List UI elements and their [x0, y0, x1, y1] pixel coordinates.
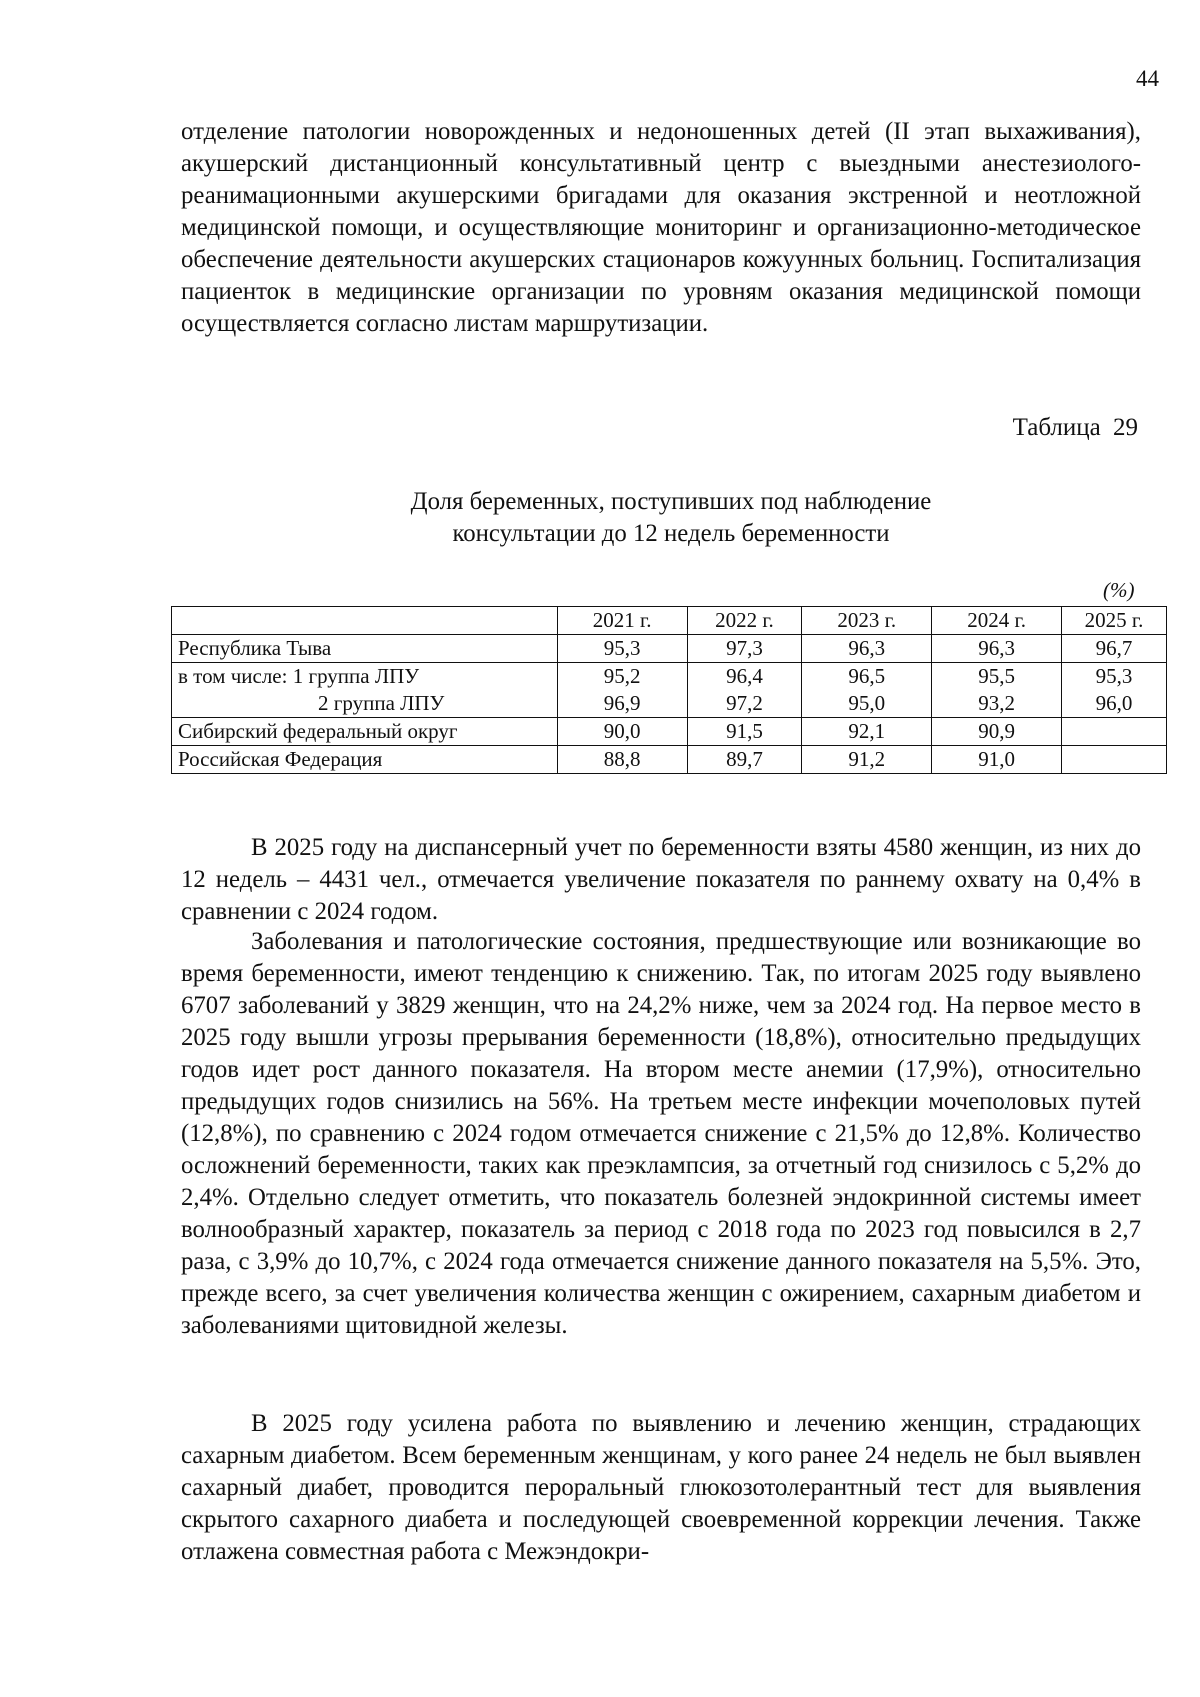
- table-cell-group: [557, 663, 687, 718]
- paragraph-diabetes: В 2025 году усилена работа по выявлению и лечению женщин, страдающих сахарным диабетом. Всем беременным женщинам, у кого ранее 24 недель не был выявлен сахарный диабет, проводится пероральный глюкозотолерантный тест для выявления скрытого сахарного диабета и последующей своевременной коррекции лечения. Также отлажена совместная работа с Межэндокри-: [181, 1410, 1141, 1565]
- table-cell: 91,2: [802, 746, 932, 774]
- table-cell: 96,0: [1095, 691, 1133, 715]
- table-cell: 96,3: [932, 635, 1062, 663]
- table-cell-group: [1062, 663, 1167, 718]
- table-cell: 91,0: [932, 746, 1062, 774]
- row-label: Республика Тыва: [172, 635, 558, 663]
- table-title: [271, 486, 1071, 550]
- table-cell-group: [932, 663, 1062, 718]
- table-cell: 90,0: [557, 718, 687, 746]
- table-cell: [1062, 718, 1167, 746]
- table-cell: 96,7: [1062, 635, 1167, 663]
- row-label: 2 группа ЛПУ: [318, 691, 445, 715]
- table-cell: 93,2: [978, 691, 1016, 715]
- row-label: Российская Федерация: [172, 746, 558, 774]
- table-unit: (%): [1103, 578, 1135, 602]
- table-title-line-1: Доля беременных, поступивших под наблюдение: [410, 488, 932, 515]
- row-label-group: [172, 663, 558, 718]
- paragraph-diseases: Заболевания и патологические состояния, предшествующие или возникающие во время беременности, имеют тенденцию к снижению. Так, по итогам 2025 году выявлено 6707 заболеваний у 3829 женщин, что на 24,2% ниже, чем за 2024 год. На первое место в 2025 году вышли угрозы прерывания беременности (18,8%), относительно предыдущих годов идет рост данного показателя. На втором месте анемии (17,9%), относительно предыдущих годов снизились на 56%. На третьем месте инфекции мочеполовых путей (12,8%), по сравнению с 2024 годом отмечается снижение с 21,5% до 12,8%. Количество осложнений беременности, таких как преэклампсия, за отчетный год снизилось с 5,2% до 2,4%. Отдельно следует отметить, что показатель болезней эндокринной системы имеет волнообразный характер, показатель за период с 2018 года по 2023 год повысился в 2,7 раза, с 3,9% до 10,7%, с 2024 года отмечается снижение данного показателя на 5,5%. Это, прежде всего, за счет увеличения количества женщин с ожирением, сахарным диабетом и заболеваниями щитовидной железы.: [181, 928, 1141, 1339]
- table-cell: [1062, 746, 1167, 774]
- table-cell: 96,5: [848, 664, 886, 688]
- table-cell: 96,3: [802, 635, 932, 663]
- table-row: [172, 718, 1167, 746]
- table-cell: 95,0: [848, 691, 886, 715]
- row-label: в том числе: 1 группа ЛПУ: [178, 664, 420, 688]
- table-cell: 95,5: [978, 664, 1016, 688]
- table-cell: 96,9: [603, 691, 641, 715]
- row-label: Сибирский федеральный округ: [172, 718, 558, 746]
- page-number: 44: [1136, 66, 1159, 91]
- table-cell: 96,4: [726, 664, 763, 688]
- table-cell: 91,5: [687, 718, 802, 746]
- table-cell-group: [687, 663, 802, 718]
- header-cell-2021: 2021 г.: [557, 607, 687, 635]
- header-cell-empty: [172, 607, 558, 635]
- table-title-line-2: консультации до 12 недель беременности: [452, 520, 890, 547]
- table-row: [172, 746, 1167, 774]
- header-cell-2023: 2023 г.: [802, 607, 932, 635]
- table-cell: 95,2: [603, 664, 641, 688]
- table-cell: 88,8: [557, 746, 687, 774]
- table-cell-group: [802, 663, 932, 718]
- data-table: [171, 606, 1167, 774]
- table-header-row: [172, 607, 1167, 635]
- table-cell: 89,7: [687, 746, 802, 774]
- table-cell: 90,9: [932, 718, 1062, 746]
- table-label: Таблица 29: [1012, 414, 1138, 441]
- header-cell-2025: 2025 г.: [1062, 607, 1167, 635]
- table-row: [172, 663, 1167, 718]
- intro-paragraph: отделение патологии новорожденных и недоношенных детей (II этап выхаживания), акушерский дистанционный консультативный центр с выездными анестезиолого-реанимационными акушерскими бригадами для оказания экстренной и неотложной медицинской помощи, и осуществляющие мониторинг и организационно-методическое обеспечение деятельности акушерских стационаров кожуунных больниц. Госпитализация пациенток в медицинские организации по уровням оказания медицинской помощи осуществляется согласно листам маршрутизации.: [181, 118, 1141, 337]
- header-cell-2024: 2024 г.: [932, 607, 1062, 635]
- paragraph-registration: В 2025 году на диспансерный учет по беременности взяты 4580 женщин, из них до 12 недель – 4431 чел., отмечается увеличение показателя по раннему охвату на 0,4% в сравнении с 2024 годом.: [181, 834, 1141, 925]
- table-cell: 95,3: [557, 635, 687, 663]
- header-cell-2022: 2022 г.: [687, 607, 802, 635]
- table-cell: 97,3: [687, 635, 802, 663]
- table-row: [172, 635, 1167, 663]
- table-cell: 97,2: [726, 691, 763, 715]
- table-cell: 92,1: [802, 718, 932, 746]
- table-cell: 95,3: [1095, 664, 1133, 688]
